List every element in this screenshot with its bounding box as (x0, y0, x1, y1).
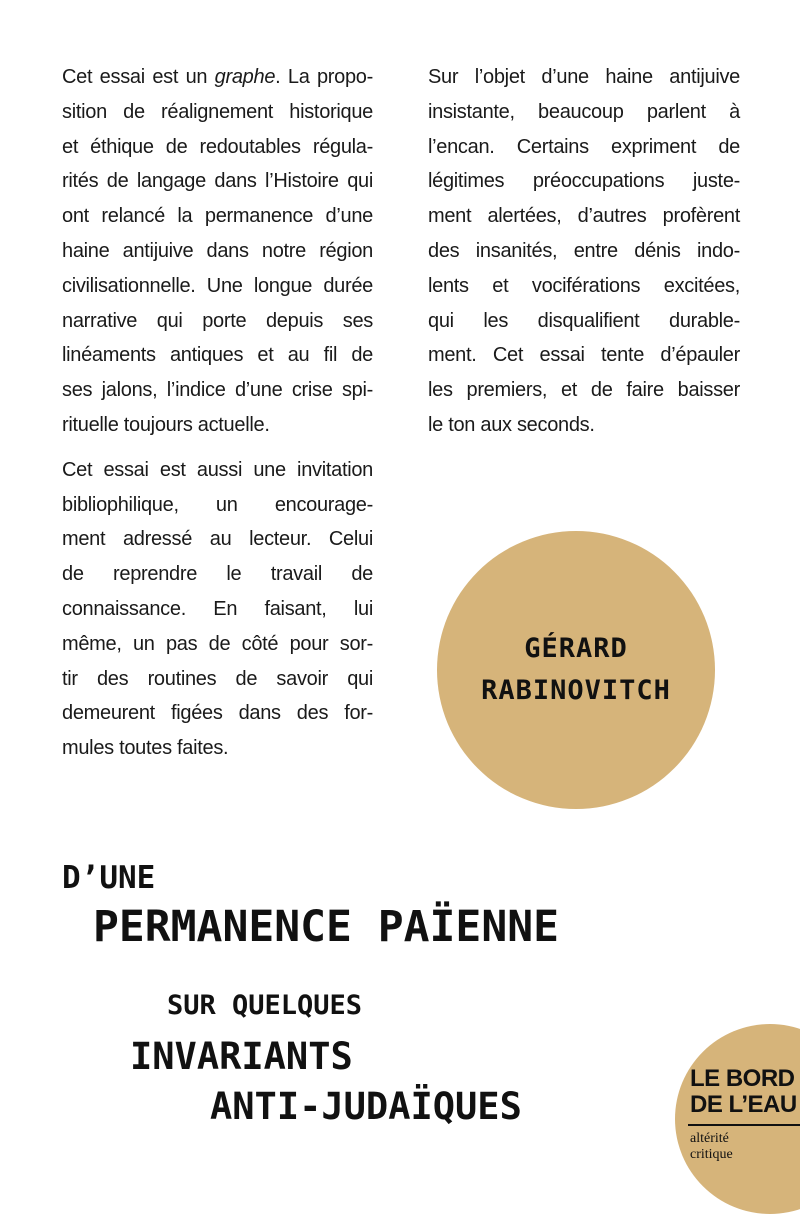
collection-line-1: altérité (690, 1131, 729, 1146)
paragraph-haine-antijuive (428, 60, 740, 443)
text-line: ses jalons, l’indice d’une crise spi- (62, 379, 373, 402)
collection-line-2: critique (690, 1147, 733, 1162)
emphasis-graphe: graphe (214, 66, 276, 88)
collection-name (690, 1131, 733, 1163)
text-line: civilisationnelle. Une longue durée (62, 274, 373, 297)
text-line: mules toutes faites. (62, 737, 229, 760)
publisher-logo-disc (675, 1024, 800, 1214)
title-prefix: D’UNE (62, 860, 156, 896)
subtitle-line-3: ANTI-JUDAÏQUES (210, 1085, 522, 1128)
subtitle-line-1: SUR QUELQUES (167, 990, 363, 1021)
paragraph-invitation (62, 453, 373, 766)
text-line: des insanités, entre dénis indo- (428, 239, 740, 262)
text-line: le ton aux seconds. (428, 413, 595, 436)
text-line: sition de réalignement historique (62, 100, 373, 123)
text-line: rités de langage dans l’Histoire qui (62, 170, 373, 193)
text-line: même, un pas de côté pour sor- (62, 632, 373, 655)
text-line: Cet essai est aussi une invitation (62, 458, 373, 481)
text-line: et éthique de redoutables régula- (62, 135, 373, 158)
text-line: de reprendre le travail de (62, 563, 373, 586)
text-line: insistante, beaucoup parlent à (428, 100, 740, 123)
text-line: connaissance. En faisant, lui (62, 597, 373, 620)
text-line: légitimes préoccupations juste- (428, 170, 740, 193)
text-line: ont relancé la permanence d’une (62, 205, 373, 228)
paragraph-graphe (62, 60, 373, 443)
text-line: tir des routines de savoir qui (62, 667, 373, 690)
author-last-name: RABINOVITCH (481, 675, 671, 706)
publisher-name-line-2: DE L’EAU (690, 1091, 797, 1118)
text-line: l’encan. Certains expriment de (428, 135, 740, 158)
text-line: Sur l’objet d’une haine antijuive (428, 66, 740, 88)
publisher-divider (688, 1124, 800, 1126)
text-line: qui les disqualifient durable- (428, 309, 740, 332)
subtitle-line-2: INVARIANTS (130, 1035, 353, 1078)
title-main: PERMANENCE PAÏENNE (93, 902, 559, 952)
text-line: bibliophilique, un encourage- (62, 493, 373, 516)
text-line: lents et vociférations excitées, (428, 274, 740, 297)
text-line: ment. Cet essai tente d’épauler (428, 344, 740, 367)
publisher-name-line-1: LE BORD (690, 1065, 795, 1092)
text-line: demeurent figées dans des for- (62, 702, 373, 725)
text-line: linéaments antiques et au fil de (62, 344, 373, 367)
left-text-column (62, 60, 373, 776)
text-line: haine antijuive dans notre région (62, 239, 373, 262)
right-text-column (428, 60, 740, 453)
author-first-name: GÉRARD (524, 633, 628, 664)
text-line: ment alertées, d’autres profèrent (428, 205, 740, 228)
text-line: narrative qui porte depuis ses (62, 309, 373, 332)
text-line: rituelle toujours actuelle. (62, 413, 270, 436)
text-line: ment adressé au lecteur. Celui (62, 528, 373, 551)
publisher-name (690, 1066, 797, 1118)
text-line: les premiers, et de faire baisser (428, 379, 740, 402)
text-line: Cet essai est un graphe. La propo- (62, 66, 373, 88)
author-badge (437, 531, 715, 809)
